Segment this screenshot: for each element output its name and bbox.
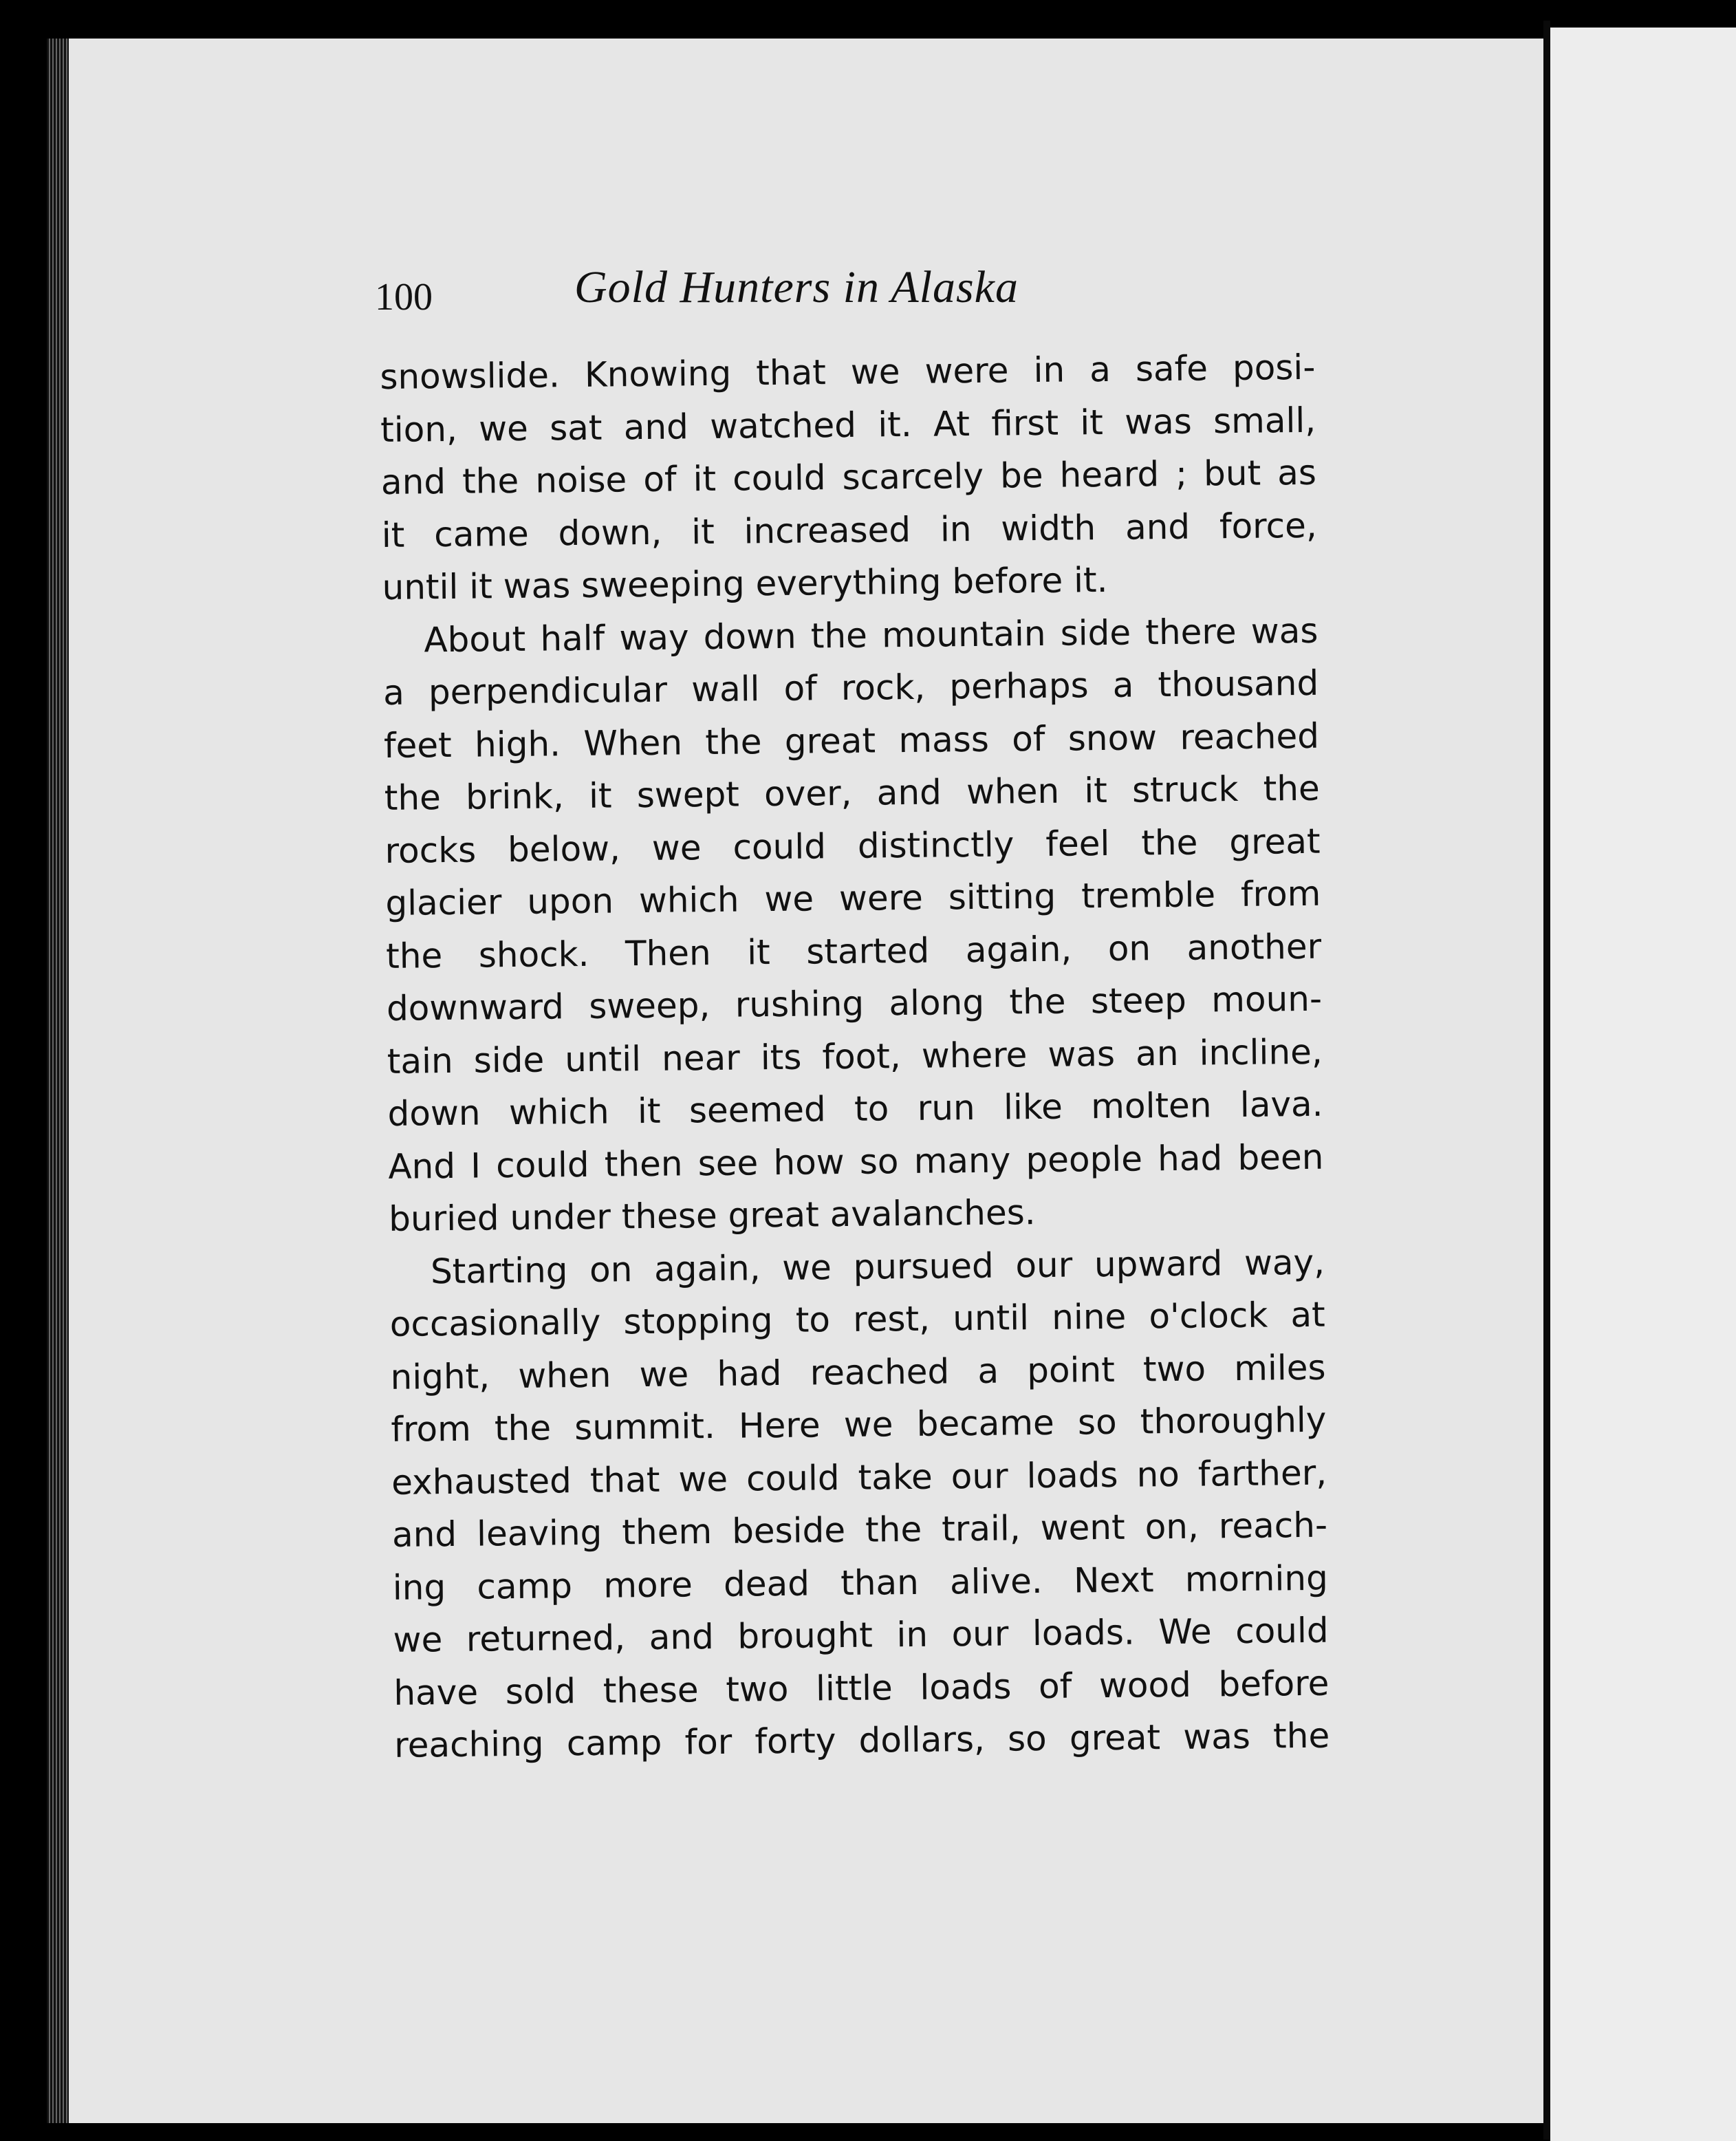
text-line: a perpendicular wall of rock, perhaps a thousand — [382, 663, 1319, 713]
text-line: feet high. When the great mass of snow reached — [383, 716, 1320, 766]
book-spine-edge — [47, 39, 69, 2123]
text-line: snowslide. Knowing that we were in a safe posi- — [380, 347, 1316, 397]
text-line: we returned, and brought in our loads. We could — [393, 1610, 1329, 1660]
body-text — [380, 341, 1330, 1772]
text-line: reaching camp for forty dollars, so great was the — [393, 1715, 1330, 1765]
page-header — [375, 261, 1131, 330]
running-title: Gold Hunters in Alaska — [574, 262, 1019, 312]
text-line: And I could then see how so many people had been — [388, 1137, 1324, 1187]
text-line: and leaving them beside the trail, went on, reach- — [391, 1505, 1328, 1555]
text-line: and the noise of it could scarcely be heard ; but as — [380, 452, 1317, 502]
text-line: glacier upon which we were sitting tremble from — [385, 873, 1321, 923]
text-line: the shock. Then it started again, on another — [385, 926, 1322, 976]
text-line: the brink, it swept over, and when it struck the — [384, 768, 1321, 818]
text-line: rocks below, we could distinctly feel the great — [384, 821, 1321, 871]
text-line: exhausted that we could take our loads no farther, — [391, 1452, 1327, 1503]
text-line: until it was sweeping everything before it. — [382, 559, 1108, 607]
text-line: tain side until near its foot, where was an incline, — [387, 1031, 1323, 1082]
text-line: it came down, it increased in width and force, — [381, 505, 1318, 555]
text-line: Starting on again, we pursued our upward way, — [430, 1242, 1325, 1291]
text-line: About half way down the mountain side there was — [424, 610, 1319, 660]
text-line: tion, we sat and watched it. At first it was small, — [380, 400, 1316, 450]
text-line: have sold these two little loads of wood before — [393, 1663, 1330, 1713]
text-line: ing camp more dead than alive. Next morning — [392, 1558, 1329, 1608]
text-line: buried under these great avalanches. — [388, 1192, 1036, 1239]
text-line: down which it seemed to run like molten lava. — [387, 1084, 1323, 1134]
page-gutter-line — [1543, 21, 1550, 2140]
text-line: downward sweep, rushing along the steep moun- — [386, 978, 1323, 1029]
text-line: occasionally stopping to rest, until nine o'clock at — [389, 1294, 1326, 1344]
adjacent-page-edge — [1550, 28, 1736, 2141]
text-line: night, when we had reached a point two miles — [390, 1347, 1326, 1397]
page-number: 100 — [375, 276, 433, 319]
text-line: from the summit. Here we became so thoroughly — [391, 1399, 1327, 1450]
